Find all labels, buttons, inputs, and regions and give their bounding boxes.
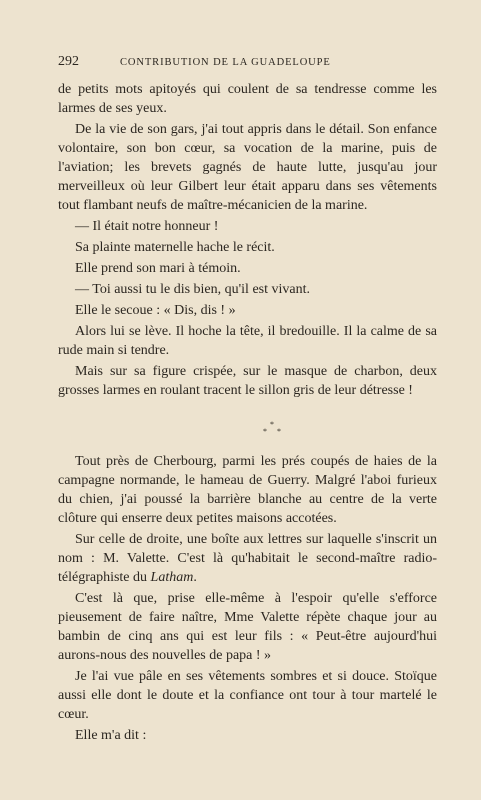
paragraph: — Il était notre honneur ! <box>75 219 219 234</box>
ship-name: Latham <box>150 570 194 585</box>
paragraph: Elle le secoue : « Dis, dis ! » <box>75 303 236 318</box>
paragraph: De la vie de son gars, j'ai tout appris dans le détail. Son enfance volontaire, son bon cœur, sa vocation de la marine, puis de l'aviation; les brevets gagnés de haute lutte, jusqu'au jour merveilleux où leur Gilbert leur était apparu dans ses vêtements tout flambant neufs de maître-mécanicien de la marine. <box>58 122 437 213</box>
page-number: 292 <box>58 54 79 69</box>
running-title: CONTRIBUTION DE LA GUADELOUPE <box>120 57 331 68</box>
asterisk-mark: * <box>277 427 281 436</box>
paragraph-text: . <box>193 570 197 585</box>
body-text <box>58 80 437 745</box>
paragraph: Mais sur sa figure crispée, sur le masque de charbon, deux grosses larmes en roulant tracent le sillon gris de leur détresse ! <box>58 364 437 398</box>
section-separator <box>58 402 437 452</box>
paragraph <box>58 530 437 587</box>
paragraph: Elle m'a dit : <box>75 728 147 743</box>
paragraph: Tout près de Cherbourg, parmi les prés coupés de haies de la campagne normande, le hameau de Guerry. Malgré l'aboi furieux du chien, j'ai poussé la barrière blanche au centre de la verte clôture qui enserre deux petites maisons accotées. <box>58 454 437 526</box>
paragraph: de petits mots apitoyés qui coulent de sa tendresse comme les larmes de ses yeux. <box>58 82 437 116</box>
paragraph: Elle prend son mari à témoin. <box>75 261 241 276</box>
paragraph: — Toi aussi tu le dis bien, qu'il est vivant. <box>75 282 310 297</box>
page-header <box>58 54 437 80</box>
paragraph: C'est là que, prise elle-même à l'espoir qu'elle s'efforce pieusement de faire naître, Mme Valette répète chaque jour au bambin de cinq ans qui est leur fils : « Peut-être aujourd'hui aurons-nous des nouvelles de papa ! » <box>58 591 437 663</box>
asterisk-mark: * <box>263 427 267 436</box>
paragraph: Sa plainte maternelle hache le récit. <box>75 240 275 255</box>
paragraph: Je l'ai vue pâle en ses vêtements sombres et si douce. Stoïque aussi elle dont le doute et la confiance ont tour à tour martelé le cœur. <box>58 669 437 722</box>
asterisk-mark: * <box>270 420 274 429</box>
paragraph-text: Sur celle de droite, une boîte aux lettres sur laquelle s'inscrit un nom : M. Valette. C'est là qu'habitait le second-maître radio-télégraphiste du <box>58 532 437 585</box>
paragraph: Alors lui se lève. Il hoche la tête, il bredouille. Il la calme de sa rude main si tendre. <box>58 324 437 358</box>
